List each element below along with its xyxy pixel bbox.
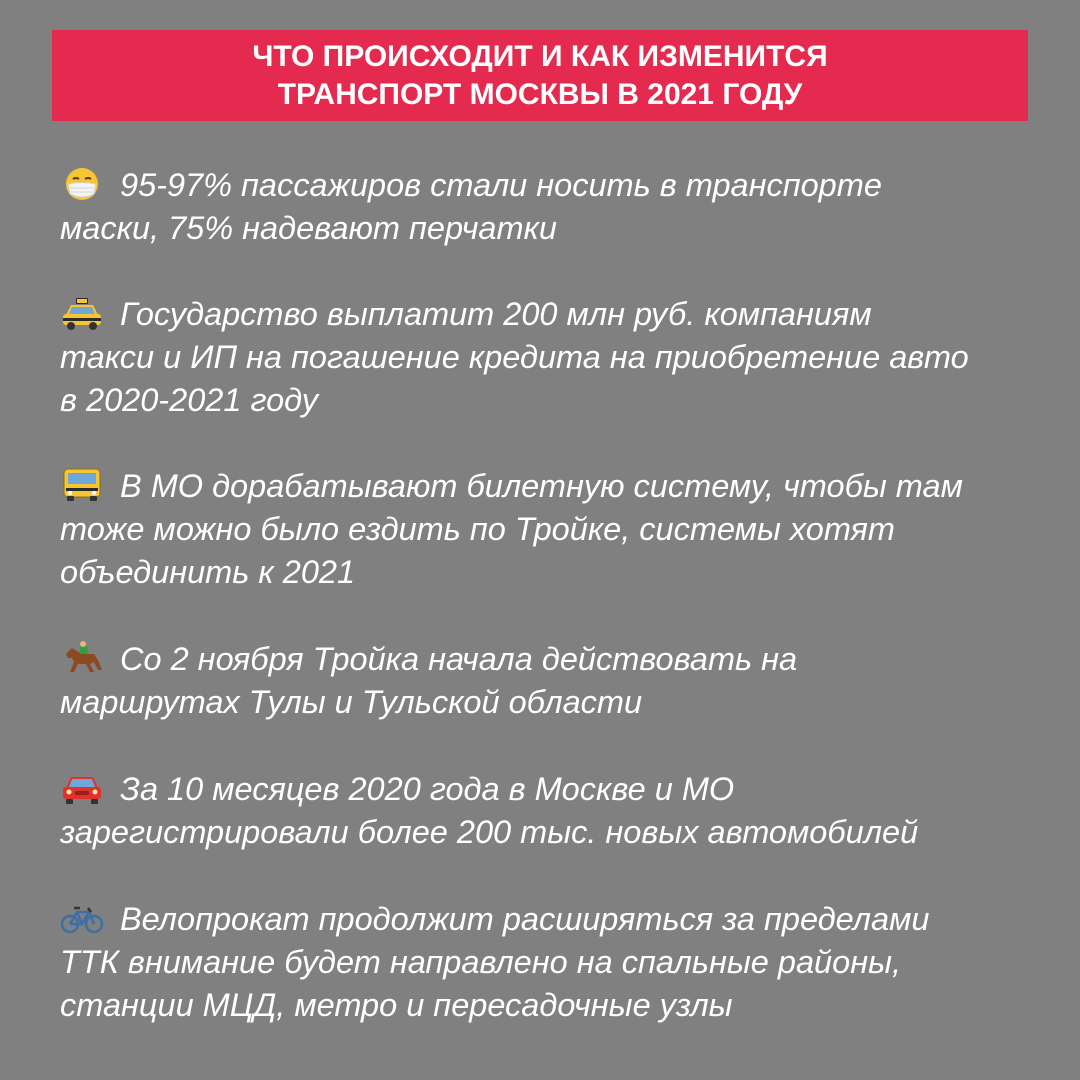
news-item-registrations <box>60 768 1050 854</box>
item-text: 95-97% пассажиров стали носить в транспорте <box>120 167 882 203</box>
item-text: Государство выплатит 200 млн руб. компаниям <box>120 296 872 332</box>
news-item-ticket-system <box>60 465 1050 594</box>
news-item-taxi <box>60 293 1050 422</box>
item-line <box>60 293 1050 336</box>
item-line: маски, 75% надевают перчатки <box>60 210 557 246</box>
bus-icon <box>60 467 104 503</box>
item-line: маршрутах Тулы и Тульской области <box>60 684 643 720</box>
item-line <box>60 768 1050 811</box>
item-text: За 10 месяцев 2020 года в Москве и МО <box>120 771 735 807</box>
horse-racing-icon <box>60 640 104 676</box>
item-line <box>60 465 1050 508</box>
item-line <box>60 898 1050 941</box>
title-line-2: ТРАНСПОРТ МОСКВЫ В 2021 ГОДУ <box>277 77 803 111</box>
item-text: В МО дорабатывают билетную систему, чтобы там <box>120 468 963 504</box>
item-line: станции МЦД, метро и пересадочные узлы <box>60 987 733 1023</box>
item-line: зарегистрировали более 200 тыс. новых автомобилей <box>60 814 919 850</box>
item-line: ТТК внимание будет направлено на спальные районы, <box>60 944 902 980</box>
item-text: Со 2 ноября Тройка начала действовать на <box>120 641 798 677</box>
item-text: Велопрокат продолжит расширяться за пределами <box>120 901 930 937</box>
item-line: тоже можно было ездить по Тройке, системы хотят <box>60 511 895 547</box>
title-banner <box>52 30 1028 121</box>
item-line: такси и ИП на погашение кредита на приобретение авто <box>60 339 969 375</box>
title-line-1: ЧТО ПРОИСХОДИТ И КАК ИЗМЕНИТСЯ <box>252 39 828 73</box>
news-item-bike-rental <box>60 898 1050 1027</box>
item-line <box>60 638 1050 681</box>
face-with-medical-mask-icon <box>60 166 104 202</box>
news-item-tula <box>60 638 1050 724</box>
item-line: объединить к 2021 <box>60 554 356 590</box>
item-line <box>60 164 1050 207</box>
bicycle-icon <box>60 900 104 936</box>
item-line: в 2020-2021 году <box>60 382 319 418</box>
news-item-masks <box>60 164 1050 250</box>
taxi-icon <box>60 295 104 331</box>
red-car-icon <box>60 770 104 806</box>
